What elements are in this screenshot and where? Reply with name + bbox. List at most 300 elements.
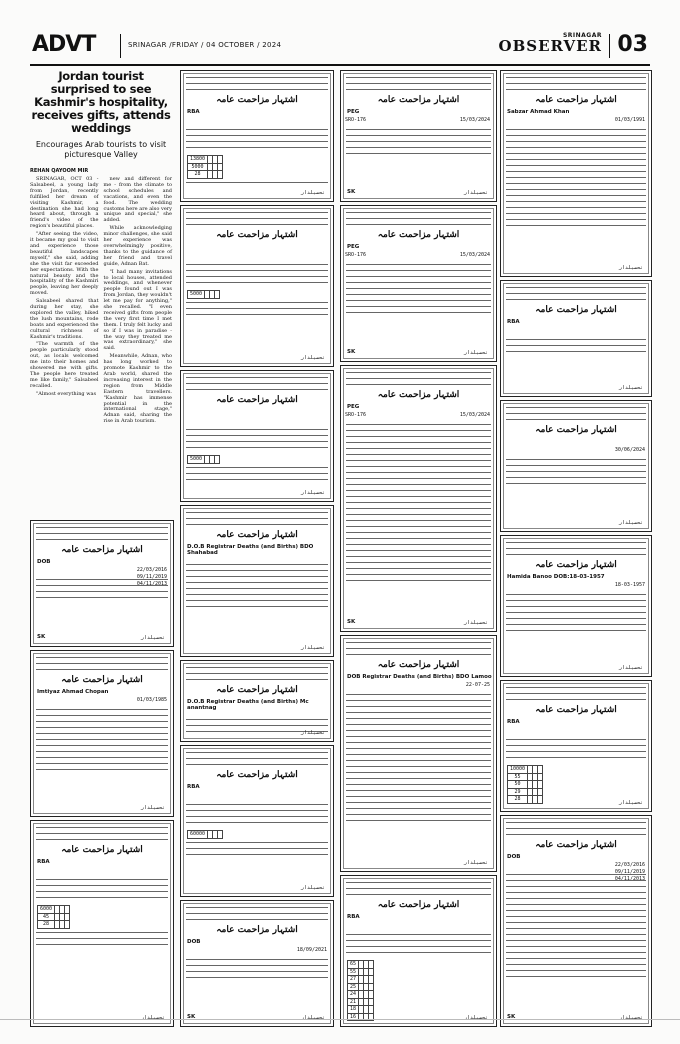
notice-title: اشتہار مزاحمت عامہ (377, 390, 460, 400)
notice-title: اشتہار مزاحمت عامہ (535, 560, 617, 570)
notice-text-line (346, 648, 491, 649)
notice-text-line (346, 430, 491, 431)
notice-signoff: تحصیلدار (463, 1015, 488, 1021)
notice-signoff: تحصیلدار (463, 860, 488, 866)
page-number: 03 (617, 32, 648, 57)
notice-text-line (186, 588, 328, 589)
notice-text-line (346, 490, 491, 491)
notice-text-line (346, 820, 491, 821)
notice-text-line (506, 928, 646, 929)
notice-text-line (506, 940, 646, 941)
notice-text-line (186, 758, 328, 759)
notice-text-line (186, 971, 328, 972)
notice-text-line (346, 478, 491, 479)
notice-date: 01/03/1991 (614, 117, 645, 123)
story-subhead: Encourages Arab tourists to visit picturesque Valley (35, 140, 167, 159)
notice-latin-text: RBA (187, 109, 200, 115)
notice-text-line (186, 673, 328, 674)
notice-title: اشتہار مزاحمت عامہ (216, 95, 298, 105)
notice-signoff: تحصیلدار (140, 805, 165, 811)
notice-text-line (186, 764, 328, 765)
table-cell: 28 (508, 796, 528, 804)
notice-text-line (186, 302, 328, 303)
notice-table (187, 290, 220, 299)
notice-text-line (186, 89, 328, 90)
notice-text-line (346, 288, 491, 289)
public-notice (180, 660, 334, 742)
notice-text-line (346, 796, 491, 797)
notice-latin-text: RBA (507, 719, 520, 725)
table-cell (538, 788, 543, 796)
notice-text-line (186, 564, 328, 565)
notice-date: 09/11/2019 (136, 574, 167, 580)
notice-text-line (346, 532, 491, 533)
table-row (188, 456, 220, 464)
notice-frame (343, 73, 494, 199)
notice-text-line (346, 472, 491, 473)
notice-text-line (186, 606, 328, 607)
notice-text-line (186, 308, 328, 309)
notice-text-line (506, 483, 646, 484)
table-cell (369, 983, 374, 991)
notice-text-line (36, 709, 168, 710)
notice-text-line (186, 810, 328, 811)
notice-text-line (506, 822, 646, 823)
notice-text-line (506, 751, 646, 752)
notice-signoff: تحصیلدار (140, 1015, 165, 1021)
notice-text-line (346, 808, 491, 809)
notice-text-line (36, 579, 168, 580)
notice-text-line (346, 934, 491, 935)
notice-text-line (186, 667, 328, 668)
notice-text-line (506, 89, 646, 90)
notice-text-line (346, 502, 491, 503)
notice-text-line (186, 919, 328, 920)
notice-text-line (186, 524, 328, 525)
notice-text-line (506, 618, 646, 619)
notice-text-line (346, 89, 491, 90)
table-row (38, 921, 70, 929)
table-cell: 10000 (508, 766, 528, 774)
notice-text-line (186, 842, 328, 843)
notice-text-line (346, 694, 491, 695)
notice-text-line (186, 518, 328, 519)
notice-text-line (506, 687, 646, 688)
notice-date: 22/03/2016 (136, 567, 167, 573)
notice-text-line (506, 165, 646, 166)
table-cell: 5000 (188, 291, 205, 299)
notice-text-line (506, 624, 646, 625)
notice-table (37, 905, 70, 929)
notice-text-line (186, 965, 328, 966)
notice-text-line (36, 527, 168, 528)
notice-title: اشتہار مزاحمت عامہ (61, 545, 143, 555)
notice-title: اشتہار مزاحمت عامہ (216, 925, 298, 935)
notice-text-line (36, 891, 168, 892)
notice-text-line (506, 600, 646, 601)
public-notice (340, 365, 497, 632)
notice-text-line (36, 669, 168, 670)
notice-text-line (346, 496, 491, 497)
notice-text-line (346, 436, 491, 437)
table-cell (538, 766, 543, 774)
notice-text-line (506, 898, 646, 899)
table-cell (65, 906, 70, 914)
story-paragraph: Meanwhile, Adnan, who has long worked to promote Kashmir to the Arab world, shared the increasing interest in the region from Middle Eastern travellers. "Kashmir has immense potential in the international stage," Adnan said, sharing the rise in Arab tourism. (103, 353, 172, 425)
notice-title: اشتہار مزاحمت عامہ (61, 845, 143, 855)
notice-text-line (346, 888, 491, 889)
notice-table (347, 960, 374, 1021)
notice-text-line (36, 938, 168, 939)
notice-latin-text: RBA (37, 859, 50, 865)
notice-text-line (506, 542, 646, 543)
public-notice (500, 680, 652, 812)
notice-date: 01/03/1985 (136, 697, 167, 703)
notice-text-line (186, 752, 328, 753)
notice-text-line (506, 693, 646, 694)
public-notice (340, 70, 497, 202)
notice-text-line (506, 135, 646, 136)
public-notice (180, 505, 334, 657)
notice-text-line (506, 293, 646, 294)
notice-code: SK (507, 1014, 516, 1020)
notice-text-line (346, 129, 491, 130)
notice-signoff: تحصیلدار (463, 190, 488, 196)
table-cell: 27 (348, 976, 359, 984)
story-paragraph: "I had many invitations to local houses, attended weddings, and whenever people found out I was from Jordan, they wouldn't let me pay for anything," she recalled. "I even received gifts from people the very first time I met them. I truly felt lucky and so if I was in paradise - the way they treated me was extraordinary," she said. (103, 268, 172, 352)
notice-title: اشتہار مزاحمت عامہ (216, 685, 298, 695)
notice-frame (343, 368, 494, 629)
notice-text-line (346, 454, 491, 455)
notice-signoff: تحصیلدار (300, 1015, 325, 1021)
public-notice (500, 280, 652, 397)
notice-text-line (346, 300, 491, 301)
notice-text-line (506, 171, 646, 172)
notice-text-line (506, 874, 646, 875)
table-row (508, 766, 543, 774)
notice-text-line (346, 784, 491, 785)
notice-text-line (346, 772, 491, 773)
notice-text-line (506, 345, 646, 346)
notice-text-line (346, 946, 491, 947)
notice-latin-text: Sabzar Ahmad Khan (507, 109, 570, 115)
notice-text-line (346, 466, 491, 467)
notice-text-line (36, 932, 168, 933)
notice-text-line (186, 147, 328, 148)
notice-text-line (346, 312, 491, 313)
notice-text-line (506, 477, 646, 478)
public-notice (30, 650, 174, 817)
table-cell: 55 (348, 968, 359, 976)
notice-latin-text: Imtiyaz Ahmad Chopan (37, 689, 109, 695)
table-cell (369, 961, 374, 969)
notice-text-line (346, 754, 491, 755)
notice-text-line (186, 719, 328, 720)
notice-text-line (506, 970, 646, 971)
table-cell (369, 976, 374, 984)
notice-text-line (346, 264, 491, 265)
table-row (508, 781, 543, 789)
notice-text-line (506, 459, 646, 460)
notice-text-line (506, 934, 646, 935)
notice-date: 18/09/2021 (296, 947, 327, 953)
table-row (188, 163, 223, 171)
notice-text-line (506, 83, 646, 84)
notice-text-line (506, 964, 646, 965)
public-notice (340, 205, 497, 362)
notice-text-line (506, 946, 646, 947)
notice-text-line (506, 141, 646, 142)
story-column-1 (30, 177, 99, 427)
notice-text-line (506, 351, 646, 352)
notice-text-line (346, 718, 491, 719)
notice-signoff: تحصیلدار (618, 665, 643, 671)
notice-code: SK (37, 634, 46, 640)
table-cell (65, 921, 70, 929)
notice-code: SK (347, 619, 356, 625)
notice-title: اشتہار مزاحمت عامہ (216, 770, 298, 780)
table-cell (369, 1006, 374, 1014)
table-cell (218, 156, 223, 164)
notice-reference: SRO-176 (345, 117, 367, 123)
notice-text-line (346, 748, 491, 749)
notice-text-line (346, 153, 491, 154)
notice-text-line (186, 135, 328, 136)
table-cell (218, 163, 223, 171)
news-story (30, 70, 172, 515)
notice-latin-text: DOB (507, 854, 521, 860)
notice-signoff: تحصیلدار (300, 730, 325, 736)
page-bottom-rule (0, 1019, 680, 1020)
notice-text-line (346, 141, 491, 142)
notice-signoff: تحصیلدار (300, 885, 325, 891)
notice-text-line (346, 790, 491, 791)
notice-text-line (346, 712, 491, 713)
table-cell (215, 456, 220, 464)
table-cell: 50 (508, 781, 528, 789)
notice-text-line (36, 721, 168, 722)
notice-text-line (36, 879, 168, 880)
public-notice (500, 70, 652, 277)
notice-text-line (346, 706, 491, 707)
notice-text-line (506, 407, 646, 408)
table-cell (369, 998, 374, 1006)
dateline: SRINAGAR /FRIDAY / 04 OCTOBER / 2024 (128, 41, 282, 49)
notice-text-line (186, 473, 328, 474)
table-row (508, 796, 543, 804)
notice-text-line (506, 630, 646, 631)
notice-text-line (346, 544, 491, 545)
masthead-city: SRINAGAR (562, 32, 602, 39)
notice-text-line (186, 913, 328, 914)
notice-table (187, 830, 223, 839)
header-divider-right (609, 34, 610, 58)
notice-text-line (36, 539, 168, 540)
notice-latin-text: RBA (347, 914, 360, 920)
notice-text-line (506, 892, 646, 893)
notice-text-line (346, 282, 491, 283)
notice-text-line (186, 429, 328, 430)
notice-text-line (346, 294, 491, 295)
notice-text-line (36, 657, 168, 658)
notice-reference: SRO-176 (345, 412, 367, 418)
notice-text-line (36, 897, 168, 898)
notice-text-line (346, 730, 491, 731)
table-cell: 29 (508, 788, 528, 796)
notice-text-line (346, 526, 491, 527)
notice-signoff: تحصیلدار (300, 645, 325, 651)
notice-text-line (186, 77, 328, 78)
public-notice (30, 820, 174, 1027)
notice-text-line (36, 533, 168, 534)
notice-frame (183, 373, 331, 499)
table-row (188, 171, 223, 179)
notice-latin-text: D.O.B Registrar Deaths (and Births) Mc anantnag (187, 699, 309, 711)
notice-text-line (346, 568, 491, 569)
notice-text-line (36, 751, 168, 752)
table-cell (218, 831, 223, 839)
notice-text-line (506, 699, 646, 700)
story-headline: Jordan tourist surprised to see Kashmir's hospitality, receives gifts, attends weddings (31, 69, 171, 135)
notice-title: اشتہار مزاحمت عامہ (216, 530, 298, 540)
masthead-logo (499, 32, 602, 54)
notice-text-line (346, 484, 491, 485)
notice-date: 22-07-25 (465, 682, 490, 688)
table-cell (218, 171, 223, 179)
notice-text-line (506, 904, 646, 905)
notice-text-line (186, 218, 328, 219)
notice-text-line (346, 306, 491, 307)
notice-text-line (346, 384, 491, 385)
notice-latin-text: D.O.B Registrar Deaths (and Births) BDO Shahabad (187, 544, 314, 556)
notice-text-line (506, 880, 646, 881)
table-cell (538, 796, 543, 804)
notice-text-line (186, 389, 328, 390)
notice-code: SK (347, 189, 356, 195)
story-paragraph: SRINAGAR, OCT 03 - Salsabeel, a young lady from Jordan, recently fulfilled her dream of visiting Kashmir, a destination she had long heard about, through a friend's video of the region's beautiful places. (30, 176, 99, 230)
public-notice (500, 400, 652, 532)
notice-text-line (506, 594, 646, 595)
notice-code: SK (187, 1014, 196, 1020)
notice-signoff: تحصیلدار (463, 620, 488, 626)
notice-text-line (346, 556, 491, 557)
notice-title: اشتہار مزاحمت عامہ (535, 425, 617, 435)
notice-text-line (36, 585, 168, 586)
notice-text-line (346, 378, 491, 379)
table-cell: 25 (348, 983, 359, 991)
public-notice (180, 745, 334, 897)
notice-text-line (346, 442, 491, 443)
table-cell: 24 (348, 991, 359, 999)
page-header (30, 30, 650, 66)
notice-text-line (346, 538, 491, 539)
notice-text-line (506, 834, 646, 835)
notice-signoff: تحصیلدار (618, 800, 643, 806)
notice-text-line (36, 591, 168, 592)
notice-text-line (506, 739, 646, 740)
story-column-2 (104, 177, 173, 427)
public-notice (500, 535, 652, 677)
notice-text-line (36, 944, 168, 945)
table-cell: 55 (508, 773, 528, 781)
notice-text-line (506, 958, 646, 959)
notice-text-line (36, 733, 168, 734)
notice-text-line (506, 922, 646, 923)
notice-title: اشتہار مزاحمت عامہ (377, 900, 460, 910)
notice-text-line (186, 804, 328, 805)
notice-text-line (186, 725, 328, 726)
notice-frame (183, 73, 331, 199)
notice-date: 22/03/2016 (614, 862, 645, 868)
notice-reference: SRO-176 (345, 252, 367, 258)
notice-text-line (506, 219, 646, 220)
notice-text-line (36, 663, 168, 664)
notice-text-line (186, 141, 328, 142)
table-cell (65, 913, 70, 921)
notice-text-line (346, 574, 491, 575)
notice-signoff: تحصیلدار (618, 385, 643, 391)
notice-text-line (186, 264, 328, 265)
notice-text-line (186, 959, 328, 960)
notice-text-line (36, 839, 168, 840)
masthead-name: OBSERVER (498, 37, 602, 55)
notice-text-line (506, 207, 646, 208)
notice-date: 15/03/2024 (459, 412, 490, 418)
table-row (348, 998, 374, 1006)
notice-table (187, 155, 223, 179)
table-cell: 28 (38, 921, 55, 929)
notice-text-line (346, 894, 491, 895)
public-notice (500, 815, 652, 1027)
notice-signoff: تحصیلدار (618, 1015, 643, 1021)
notice-table (507, 765, 543, 804)
notice-date: 18-03-1957 (614, 582, 645, 588)
notice-text-line (506, 910, 646, 911)
notice-text-line (186, 182, 328, 183)
notice-title: اشتہار مزاحمت عامہ (377, 660, 460, 670)
table-row (348, 1006, 374, 1014)
table-cell: 28 (188, 171, 208, 179)
notice-text-line (186, 570, 328, 571)
notice-signoff: تحصیلدار (463, 350, 488, 356)
notice-text-line (506, 147, 646, 148)
notice-date: 04/11/2013 (136, 581, 167, 587)
table-row (38, 913, 70, 921)
notice-latin-text: PEG (347, 244, 360, 250)
notice-text-line (346, 952, 491, 953)
story-body (30, 177, 172, 427)
notice-latin-text: PEG (347, 109, 360, 115)
notice-text-line (506, 745, 646, 746)
table-row (508, 773, 543, 781)
notice-text-line (346, 77, 491, 78)
table-cell (538, 781, 543, 789)
table-cell (369, 968, 374, 976)
notice-text-line (506, 413, 646, 414)
notice-signoff: تحصیلدار (140, 635, 165, 641)
notice-text-line (186, 977, 328, 978)
notice-text-line (346, 514, 491, 515)
public-notice (30, 520, 174, 647)
notice-text-line (506, 129, 646, 130)
notice-date: 15/03/2024 (459, 252, 490, 258)
notice-text-line (186, 582, 328, 583)
notice-title: اشتہار مزاحمت عامہ (377, 230, 460, 240)
story-paragraph: "The warmth of the people particularly stood out, as locals welcomed me into their homes and showered me with gifts. The people here treated me like family," Salsabeel recalled. (30, 341, 99, 389)
notice-text-line (346, 700, 491, 701)
notice-text-line (346, 276, 491, 277)
notice-text-line (346, 147, 491, 148)
